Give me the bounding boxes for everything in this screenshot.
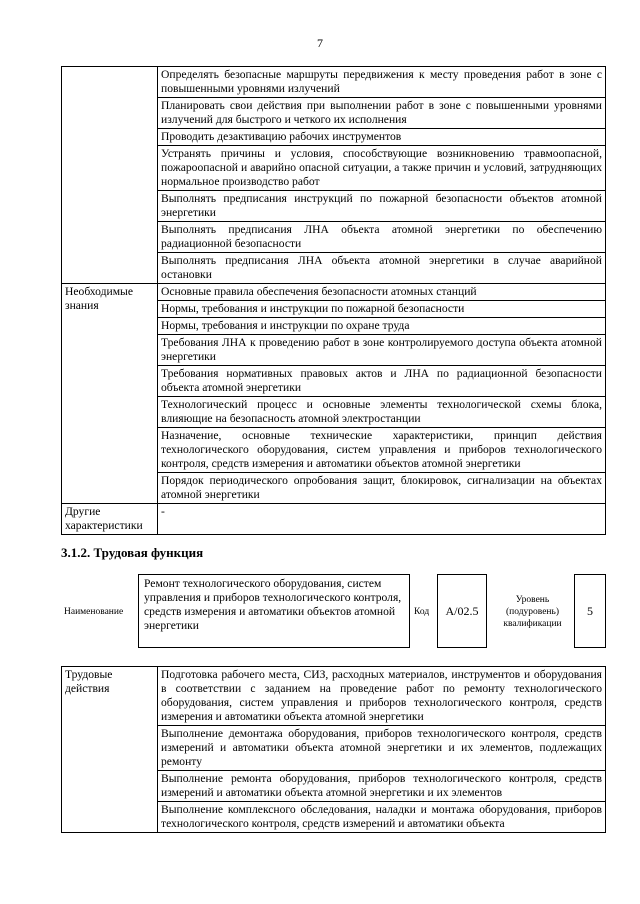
skill-item: Определять безопасные маршруты передвижения к месту проведения работ в зоне с повышенными уровнями излучений bbox=[158, 67, 606, 98]
knowledge-item: Основные правила обеспечения безопасности атомных станций bbox=[158, 284, 606, 301]
section-heading: 3.1.2. Трудовая функция bbox=[61, 545, 204, 560]
knowledge-item: Требования нормативных правовых актов и ЛНА по радиационной безопасности объекта атомной энергетики bbox=[158, 366, 606, 397]
skill-item: Выполнять предписания ЛНА объекта атомной энергетики в случае аварийной остановки bbox=[158, 253, 606, 284]
action-item: Выполнение комплексного обследования, наладки и монтажа оборудования, приборов технологического контроля, средств измерений и автоматики объекта bbox=[158, 802, 606, 833]
knowledge-label: Необходимые знания bbox=[62, 284, 158, 504]
skills-knowledge-table bbox=[61, 66, 606, 535]
labor-actions-table bbox=[61, 666, 606, 833]
table-row bbox=[62, 504, 606, 535]
other-value: - bbox=[158, 504, 606, 535]
knowledge-item: Нормы, требования и инструкции по охране труда bbox=[158, 318, 606, 335]
function-name-box: Ремонт технологического оборудования, систем управления и приборов технологического контроля, средств измерения и автоматики объектов атомной энергетики bbox=[138, 574, 410, 648]
empty-label-cell bbox=[62, 67, 158, 284]
level-value-box: 5 bbox=[574, 574, 606, 648]
table-row bbox=[62, 667, 606, 726]
code-value-box: A/02.5 bbox=[437, 574, 487, 648]
knowledge-item: Нормы, требования и инструкции по пожарной безопасности bbox=[158, 301, 606, 318]
skill-item: Выполнять предписания ЛНА объекта атомной энергетики по обеспечению радиационной безопасности bbox=[158, 222, 606, 253]
skill-item: Планировать свои действия при выполнении работ в зоне с повышенными уровнями излучений для быстрого и четкого их исполнения bbox=[158, 98, 606, 129]
skill-item: Устранять причины и условия, способствующие возникновению травмоопасной, пожароопасной и аварийно опасной ситуации, а также причин и условий, затрудняющих нормальное производство работ bbox=[158, 146, 606, 191]
other-label: Другие характеристики bbox=[62, 504, 158, 535]
knowledge-item: Требования ЛНА к проведению работ в зоне контролируемого доступа объекта атомной энергетики bbox=[158, 335, 606, 366]
name-label: Наименование bbox=[64, 607, 124, 617]
actions-label: Трудовые действия bbox=[62, 667, 158, 833]
knowledge-item: Назначение, основные технические характеристики, принцип действия технологического оборудования, систем управления и приборов технологического контроля, средств измерения и автоматики объектов атомной энергетики bbox=[158, 428, 606, 473]
page-number: 7 bbox=[317, 36, 323, 50]
action-item: Выполнение ремонта оборудования, приборов технологического контроля, средств измерений и автоматики объекта атомной энергетики и их элементов bbox=[158, 771, 606, 802]
level-label: Уровень (подуровень) квалификации bbox=[503, 595, 562, 629]
knowledge-item: Технологический процесс и основные элементы технологической схемы блока, влияющие на безопасность атомной электростанции bbox=[158, 397, 606, 428]
action-item: Выполнение демонтажа оборудования, приборов технологического контроля, средств измерений и автоматики объекта атомной энергетики и их элементов, подлежащих ремонту bbox=[158, 726, 606, 771]
action-item: Подготовка рабочего места, СИЗ, расходных материалов, инструментов и оборудования в соответствии с заданием на проведение работ по ремонту технологического оборудования, систем управления и приборов технологического контроля, средств измерения и автоматики объекта атомной энергетики bbox=[158, 667, 606, 726]
knowledge-item: Порядок периодического опробования защит, блокировок, сигнализации на объектах атомной энергетики bbox=[158, 473, 606, 504]
table-row bbox=[62, 67, 606, 98]
skill-item: Выполнять предписания инструкций по пожарной безопасности объектов атомной энергетики bbox=[158, 191, 606, 222]
table-row bbox=[62, 284, 606, 301]
code-label: Код bbox=[414, 607, 430, 617]
skill-item: Проводить дезактивацию рабочих инструментов bbox=[158, 129, 606, 146]
